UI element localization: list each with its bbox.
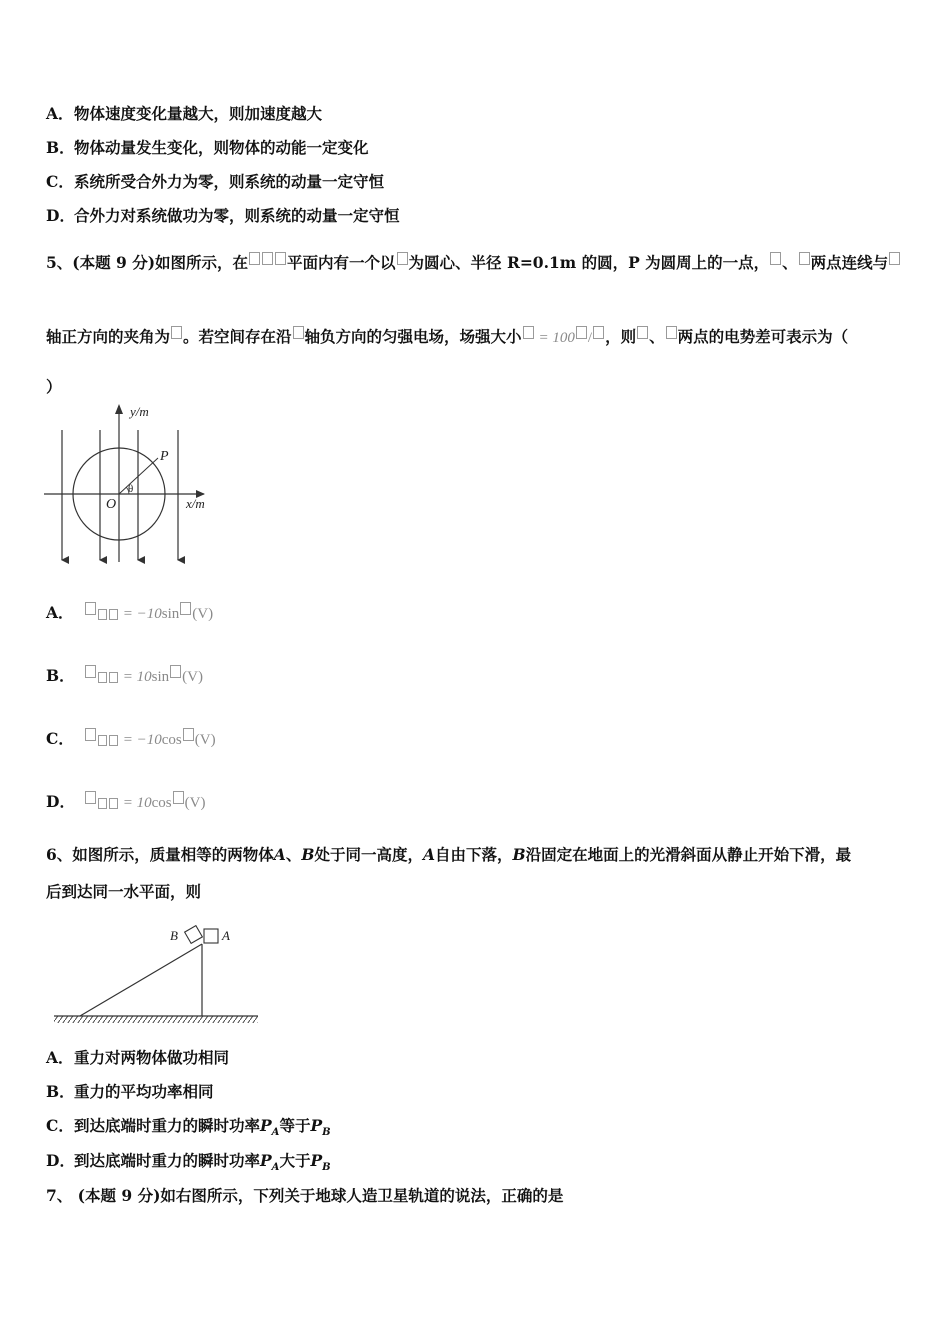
field-strength-formula: [539, 330, 606, 346]
q5-text: 两点连线与: [810, 253, 889, 272]
q5-text: 轴正方向的夹角为: [46, 327, 171, 346]
q6-var: A: [273, 845, 286, 864]
missing-glyph-icon: [109, 798, 118, 809]
q7-stem: [46, 1184, 563, 1206]
missing-glyph-icon: [275, 252, 286, 265]
option-letter: C．: [46, 172, 74, 191]
option-letter: B．: [46, 1082, 75, 1101]
q4-option-b: [46, 136, 369, 158]
q6-text: 处于同一高度，: [314, 845, 423, 864]
option-text: 到达底端时重力的瞬时功率: [74, 1151, 261, 1170]
missing-glyph-icon: [249, 252, 260, 265]
missing-glyph-icon: [173, 791, 184, 804]
q6-option-a: [46, 1046, 229, 1068]
q5-text: 平面内有一个以: [287, 253, 396, 272]
option-letter: C．: [46, 729, 74, 748]
q5-option-d: [46, 790, 205, 812]
missing-glyph-icon: [262, 252, 273, 265]
missing-glyph-icon: [109, 672, 118, 683]
q5-option-a: [46, 601, 213, 623]
angle-label: θ: [128, 483, 134, 495]
q5-text: 5、(本题 9 分)如图所示，在: [46, 253, 249, 272]
missing-glyph-icon: [109, 609, 118, 620]
q6-text: 6、如图所示，质量相等的两物体: [46, 845, 274, 864]
formula-unit: (V): [182, 669, 203, 685]
option-text: 系统所受合外力为零，则系统的动量一定守恒: [74, 172, 385, 191]
missing-glyph-icon: [637, 326, 648, 339]
formula-unit: (V): [192, 606, 214, 622]
missing-glyph-icon: [109, 735, 118, 746]
subscript: A: [271, 1127, 280, 1139]
formula-func: cos: [161, 732, 182, 748]
power-symbol: P: [310, 1116, 323, 1135]
incline-slope: [80, 944, 202, 1016]
missing-glyph-icon: [770, 252, 781, 265]
q4-option-d: [46, 204, 400, 226]
option-formula: [84, 669, 203, 685]
option-formula: [84, 606, 213, 622]
missing-glyph-icon: [85, 791, 96, 804]
y-axis-arrow-icon: [115, 404, 123, 414]
q6-text: 自由下落，: [435, 845, 513, 864]
q5-text: 为圆心、半径 R=0.1m 的圆，P 为圆周上的一点，: [408, 253, 770, 272]
option-letter: A．: [46, 104, 74, 123]
formula-unit: (V): [184, 795, 206, 811]
option-text: 重力对两物体做功相同: [74, 1048, 230, 1067]
q6-incline-figure: [50, 922, 265, 1028]
formula-coef: = 10: [122, 669, 152, 685]
option-text: 到达底端时重力的瞬时功率: [74, 1116, 261, 1135]
option-letter: C．: [46, 1116, 74, 1135]
missing-glyph-icon: [171, 326, 182, 339]
option-text: 大于: [279, 1151, 311, 1170]
q6-var: A: [422, 845, 435, 864]
point-p-label: P: [160, 449, 169, 464]
formula-coef: = −10: [122, 732, 162, 748]
formula-func: cos: [151, 795, 172, 811]
block-a: [204, 929, 218, 943]
q6-option-d: [46, 1149, 331, 1173]
option-text: 重力的平均功率相同: [74, 1082, 214, 1101]
formula-coef: = −10: [122, 606, 162, 622]
option-text: 合外力对系统做功为零，则系统的动量一定守恒: [74, 206, 400, 225]
missing-glyph-icon: [576, 326, 587, 339]
q5-electric-field-figure: [40, 402, 230, 570]
option-formula: [84, 732, 216, 748]
formula-func: sin: [151, 669, 170, 685]
q5-text: 。若空间存在沿: [183, 327, 292, 346]
missing-glyph-icon: [180, 602, 191, 615]
q5-text: 、: [649, 327, 665, 346]
missing-glyph-icon: [397, 252, 408, 265]
subscript: B: [322, 1127, 331, 1139]
missing-glyph-icon: [98, 735, 107, 746]
missing-glyph-icon: [799, 252, 810, 265]
q6-text: 、: [285, 845, 302, 864]
power-symbol: P: [260, 1116, 272, 1135]
x-axis-label: x/m: [186, 496, 205, 511]
q5-stem-line1: [46, 251, 901, 273]
missing-glyph-icon: [98, 609, 107, 620]
q7-text: 7、 (本题 9 分)如右图所示，下列关于地球人造卫星轨道的说法，正确的是: [46, 1186, 564, 1205]
missing-glyph-icon: [98, 672, 107, 683]
option-letter: A．: [46, 603, 74, 622]
option-text: 等于: [279, 1116, 311, 1135]
option-letter: D．: [46, 792, 75, 811]
q5-text: ，则: [605, 327, 637, 346]
missing-glyph-icon: [666, 326, 677, 339]
q5-stem-line3: [46, 375, 62, 397]
option-formula: [84, 795, 205, 811]
option-letter: B．: [46, 666, 75, 685]
q6-var: B: [301, 845, 315, 864]
q6-option-c: [46, 1114, 331, 1138]
q5-text: ）: [46, 377, 62, 396]
missing-glyph-icon: [593, 326, 604, 339]
power-symbol: P: [310, 1151, 323, 1170]
subscript: A: [271, 1162, 280, 1174]
q5-text: 、: [782, 253, 798, 272]
q6-text: 沿固定在地面上的光滑斜面从静止开始下滑，最: [525, 845, 852, 864]
formula-func: sin: [161, 606, 180, 622]
label-a: A: [222, 928, 230, 943]
missing-glyph-icon: [98, 798, 107, 809]
q6-text: 后到达同一水平面，则: [46, 882, 202, 901]
q5-text: 两点的电势差可表示为（: [677, 327, 849, 346]
formula-text: /: [587, 330, 593, 346]
y-axis-label: y/m: [130, 404, 149, 419]
q6-stem-line2: [46, 880, 201, 902]
q5-stem-line2: [46, 325, 848, 347]
missing-glyph-icon: [85, 665, 96, 678]
subscript: B: [322, 1162, 331, 1174]
missing-glyph-icon: [523, 326, 534, 339]
power-symbol: P: [260, 1151, 272, 1170]
q6-option-b: [46, 1080, 214, 1102]
label-b: B: [170, 928, 178, 943]
ground-hatch: [54, 1016, 258, 1023]
q5-option-c: [46, 727, 216, 749]
formula-coef: = 10: [122, 795, 152, 811]
q4-option-c: [46, 170, 384, 192]
q6-stem-line1: [46, 843, 851, 865]
q6-var: B: [512, 845, 526, 864]
origin-label: O: [106, 497, 117, 512]
formula-unit: (V): [194, 732, 216, 748]
missing-glyph-icon: [170, 665, 181, 678]
option-letter: D．: [46, 1151, 75, 1170]
formula-text: = 100: [538, 330, 575, 346]
missing-glyph-icon: [889, 252, 900, 265]
option-letter: A．: [46, 1048, 74, 1067]
q4-option-a: [46, 102, 322, 124]
missing-glyph-icon: [85, 602, 96, 615]
missing-glyph-icon: [293, 326, 304, 339]
block-b: [185, 926, 203, 944]
option-letter: B．: [46, 138, 75, 157]
q5-option-b: [46, 664, 203, 686]
option-text: 物体动量发生变化，则物体的动能一定变化: [74, 138, 369, 157]
missing-glyph-icon: [85, 728, 96, 741]
q5-text: 轴负方向的匀强电场，场强大小: [304, 327, 522, 346]
missing-glyph-icon: [183, 728, 194, 741]
option-letter: D．: [46, 206, 75, 225]
option-text: 物体速度变化量越大，则加速度越大: [74, 104, 323, 123]
